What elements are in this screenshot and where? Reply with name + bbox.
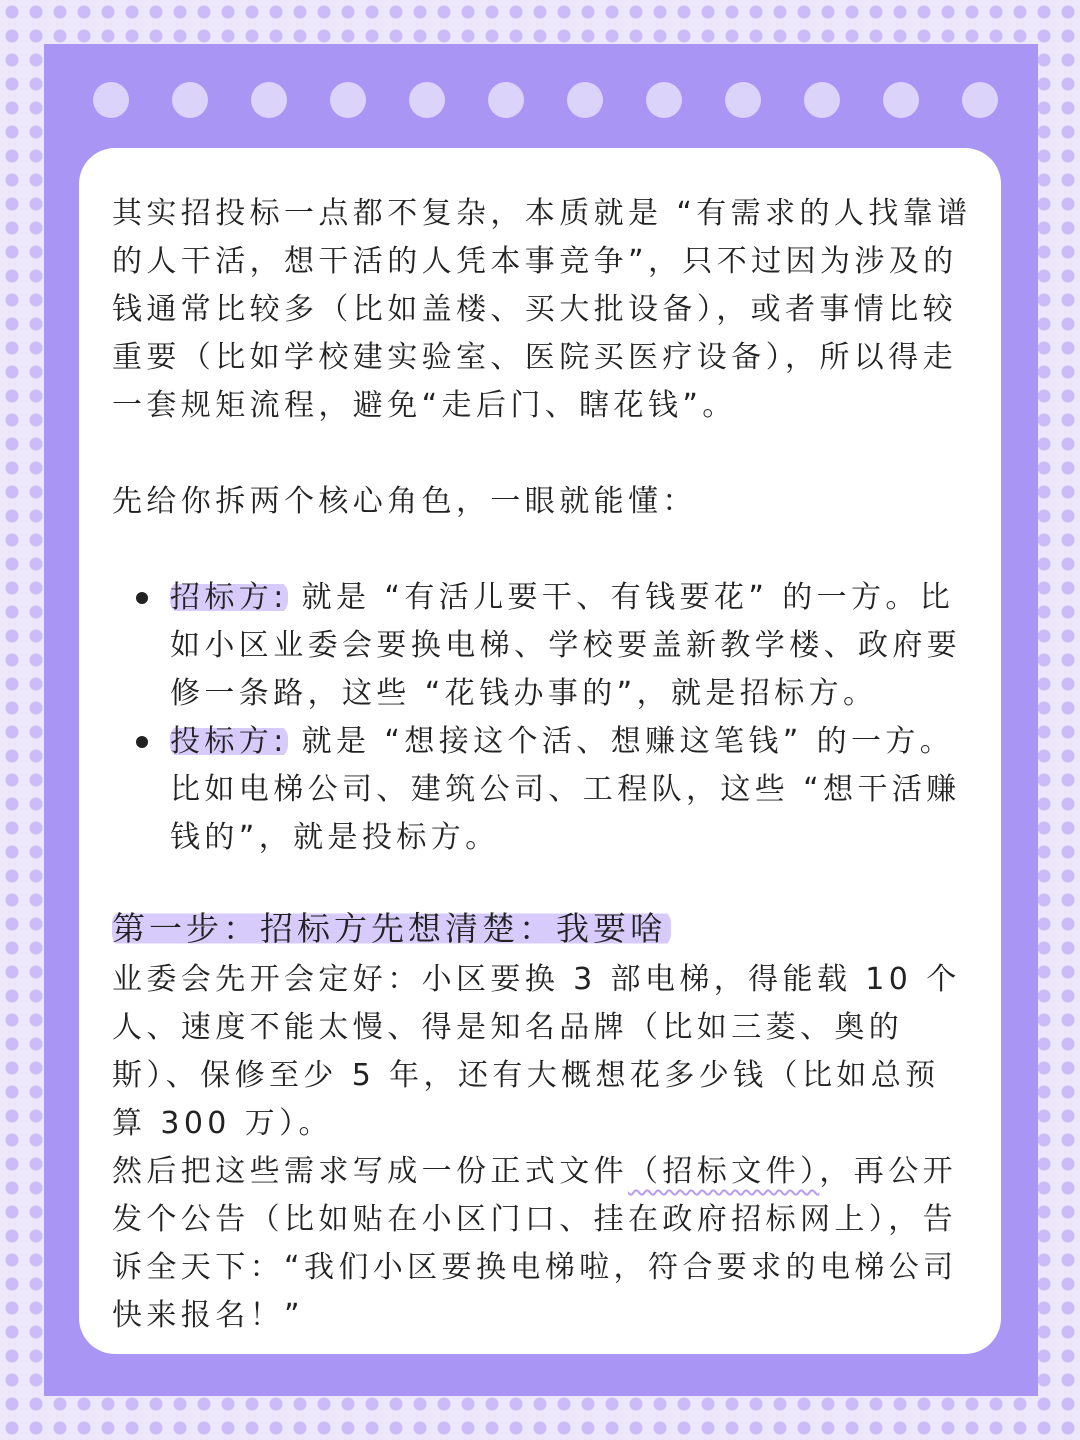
binder-hole (172, 82, 208, 118)
list-item (112, 718, 972, 862)
bullet-icon (136, 736, 148, 748)
tender-document-link: （招标文件） (628, 1154, 820, 1189)
binder-hole (251, 82, 287, 118)
role-description: 就是 “想接这个活、想赚这笔钱” 的一方。比如电梯公司、建筑公司、工程队，这些 “想干活赚钱的”，就是投标方。 (170, 724, 961, 855)
role-term-highlight: 投标方: (170, 724, 288, 759)
step-heading (112, 902, 972, 956)
step-text: 然后把这些需求写成一份正式文件 (112, 1154, 628, 1189)
step-text: ，再公开发个公告（比如贴在小区门口、挂在政府招标网上），告诉全天下：“我们小区要换电梯啦，符合要求的电梯公司快来报名！” (112, 1154, 958, 1333)
binder-hole (567, 82, 603, 118)
roles-intro: 先给你拆两个核心角色，一眼就能懂： (112, 484, 697, 519)
binder-hole (804, 82, 840, 118)
intro-paragraph: 其实招投标一点都不复杂，本质就是 “有需求的人找靠谱的人干活，想干活的人凭本事竞争”，只不过因为涉及的钱通常比较多（比如盖楼、买大批设备），或者事情比较重要（比如学校建实验室、医院买医疗设备），所以得走一套规矩流程，避免“走后门、瞎花钱”。 (112, 196, 972, 423)
binder-hole (962, 82, 998, 118)
binder-hole (488, 82, 524, 118)
bullet-icon (136, 592, 148, 604)
list-item (112, 574, 972, 718)
step-paragraph-2 (112, 1148, 972, 1340)
binder-hole (409, 82, 445, 118)
role-term-highlight: 招标方: (170, 580, 288, 615)
role-description: 就是 “有活儿要干、有钱要花” 的一方。比如小区业委会要换电梯、学校要盖新教学楼、政府要修一条路，这些 “花钱办事的”，就是招标方。 (170, 580, 962, 711)
roles-list (112, 574, 972, 862)
step-heading-highlight: 第一步：招标方先想清楚：我要啥 (112, 909, 671, 948)
binder-hole (883, 82, 919, 118)
step-paragraph: 业委会先开会定好：小区要换 3 部电梯，得能载 10 个人、速度不能太慢、得是知名品牌（比如三菱、奥的斯）、保修至少 5 年，还有大概想花多少钱（比如总预算 300 万）。 (112, 962, 961, 1141)
binder-hole (93, 82, 129, 118)
content-text (112, 190, 972, 1340)
binder-hole (330, 82, 366, 118)
binder-hole (646, 82, 682, 118)
binder-hole (725, 82, 761, 118)
